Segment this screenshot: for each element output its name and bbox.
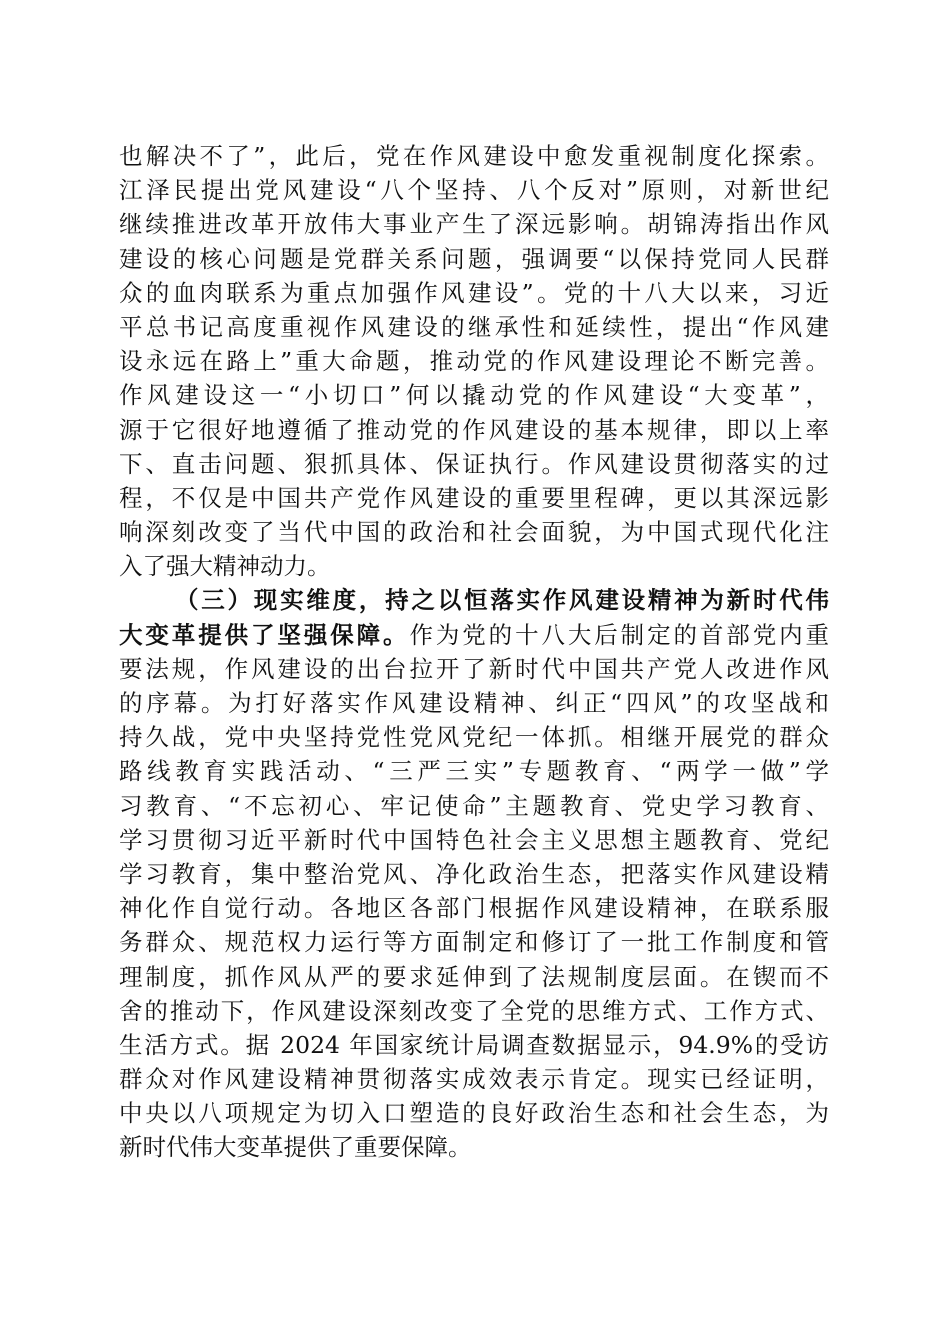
text-line: 学习教育，集中整治党风、净化政治生态，把落实作风建设精 [119,859,829,888]
section-heading: （三）现实维度，持之以恒落实作风建设精神为新时代伟 [175,586,829,615]
text-line: 群众对作风建设精神贯彻落实成效表示肯定。现实已经证明， [119,1065,829,1094]
text-line: 的序幕。为打好落实作风建设精神、纠正“四风”的攻坚战和 [119,689,829,717]
text-line: 要法规，作风建设的出台拉开了新时代中国共产党人改进作风 [119,654,829,683]
text-line: 响深刻改变了当代中国的政治和社会面貌，为中国式现代化注 [119,518,829,547]
text-run: 作为党的十八大后制定的首部党内重 [409,620,830,649]
text-line: 舍的推动下，作风建设深刻改变了全党的思维方式、工作方式、 [119,996,829,1025]
text-line: 理制度，抓作风从严的要求延伸到了法规制度层面。在锲而不 [119,962,829,991]
text-line: 神化作自觉行动。各地区各部门根据作风建设精神，在联系服 [119,894,829,923]
text-line: 新时代伟大变革提供了重要保障。 [119,1133,472,1162]
text-line: 继续推进改革开放伟大事业产生了深远影响。胡锦涛指出作风 [119,210,829,239]
text-line: 中央以八项规定为切入口塑造的良好政治生态和社会生态，为 [119,1099,829,1128]
text-line: 众的血肉联系为重点加强作风建设”。党的十八大以来，习近 [119,278,829,307]
text-line: 路线教育实践活动、“三严三实”专题教育、“两学一做”学 [119,757,829,786]
text-line: 程，不仅是中国共产党作风建设的重要里程碑，更以其深远影 [119,483,829,512]
text-line: 入了强大精神动力。 [119,552,331,581]
text-line: 习教育、“不忘初心、牢记使命”主题教育、党史学习教育、 [119,791,829,820]
text-line: 源于它很好地遵循了推动党的作风建设的基本规律，即以上率 [119,415,829,444]
section-heading-continuation [119,618,829,652]
text-line: 下、直击问题、狠抓具体、保证执行。作风建设贯彻落实的过 [119,449,829,478]
text-line: 持久战，党中央坚持党性党风党纪一体抓。相继开展党的群众 [119,723,829,752]
text-line: 学习贯彻习近平新时代中国特色社会主义思想主题教育、党纪 [119,825,829,854]
text-line: 也解决不了”，此后，党在作风建设中愈发重视制度化探索。 [119,142,829,170]
section-heading-tail: 大变革提供了坚强保障。 [119,620,410,649]
text-line: 建设的核心问题是党群关系问题，强调要“以保持党同人民群 [119,244,829,273]
text-line: 设永远在路上”重大命题，推动党的作风建设理论不断完善。 [119,347,829,376]
text-line: 作风建设这一“小切口”何以撬动党的作风建设“大变革”， [119,381,829,410]
text-line: 务群众、规范权力运行等方面制定和修订了一批工作制度和管 [119,928,829,957]
body-text [119,139,829,1165]
text-line: 平总书记高度重视作风建设的继承性和延续性，提出“作风建 [119,312,829,341]
text-line: 江泽民提出党风建设“八个坚持、八个反对”原则，对新世纪 [119,176,829,205]
text-line: 生活方式。据 2024 年国家统计局调查数据显示，94.9%的受访 [119,1030,829,1059]
